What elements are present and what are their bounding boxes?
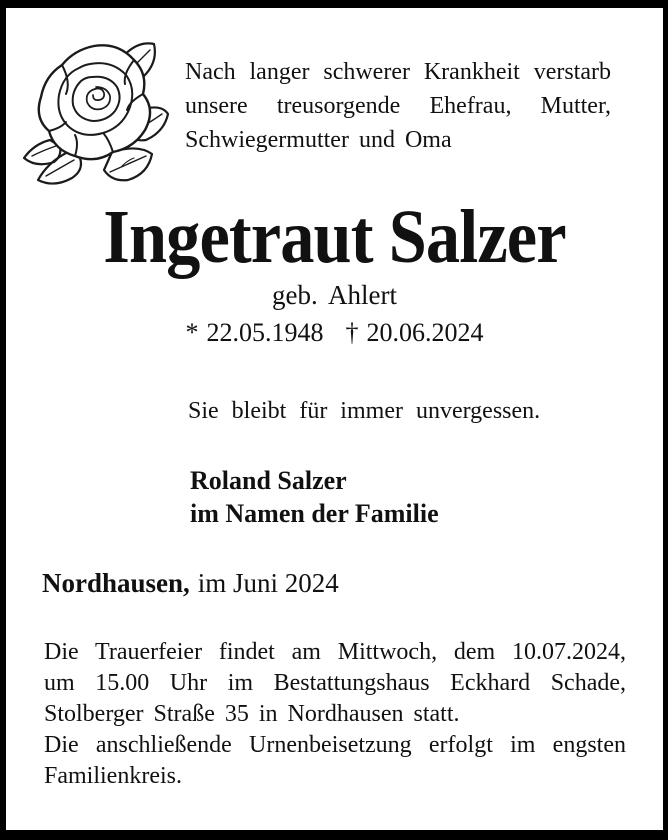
epitaph-line: Sie bleibt für immer unvergessen. <box>188 398 541 424</box>
funeral-line: Familienkreis. <box>44 763 182 789</box>
death-date: 20.06.2024 <box>366 318 484 347</box>
intro-line: unsere treusorgende Ehefrau, Mutter, <box>185 93 611 119</box>
intro-line: Nach langer schwerer Krankheit verstarb <box>185 59 611 85</box>
birth-star-icon: * <box>185 318 199 347</box>
mourner-name: Roland Salzer <box>190 466 347 495</box>
funeral-line: Die anschließende Urnenbeisetzung erfolgt im engsten <box>44 732 626 758</box>
funeral-line: Die Trauerfeier findet am Mittwoch, dem 10.07.2024, <box>44 639 626 665</box>
birth-date: 22.05.1948 <box>206 318 324 347</box>
intro-line: Schwiegermutter und Oma <box>185 127 452 153</box>
funeral-line: um 15.00 Uhr im Bestattungshaus Eckhard Schade, <box>44 670 626 696</box>
life-dates <box>6 315 663 351</box>
place-name: Nordhausen, <box>42 568 190 598</box>
intro-paragraph <box>185 55 611 157</box>
place-date-line <box>42 566 339 600</box>
obituary-notice <box>6 8 663 830</box>
funeral-line: Stolberger Straße 35 in Nordhausen statt. <box>44 701 460 727</box>
maiden-name: geb. Ahlert <box>272 280 397 310</box>
deceased-name: Ingetraut Salzer <box>103 195 566 279</box>
mourners-block <box>190 464 439 530</box>
death-cross-icon: † <box>345 318 359 347</box>
funeral-details-paragraph <box>44 637 626 792</box>
month-year: im Juni 2024 <box>197 568 339 598</box>
rose-icon <box>16 30 176 200</box>
mourner-subline: im Namen der Familie <box>190 499 439 528</box>
